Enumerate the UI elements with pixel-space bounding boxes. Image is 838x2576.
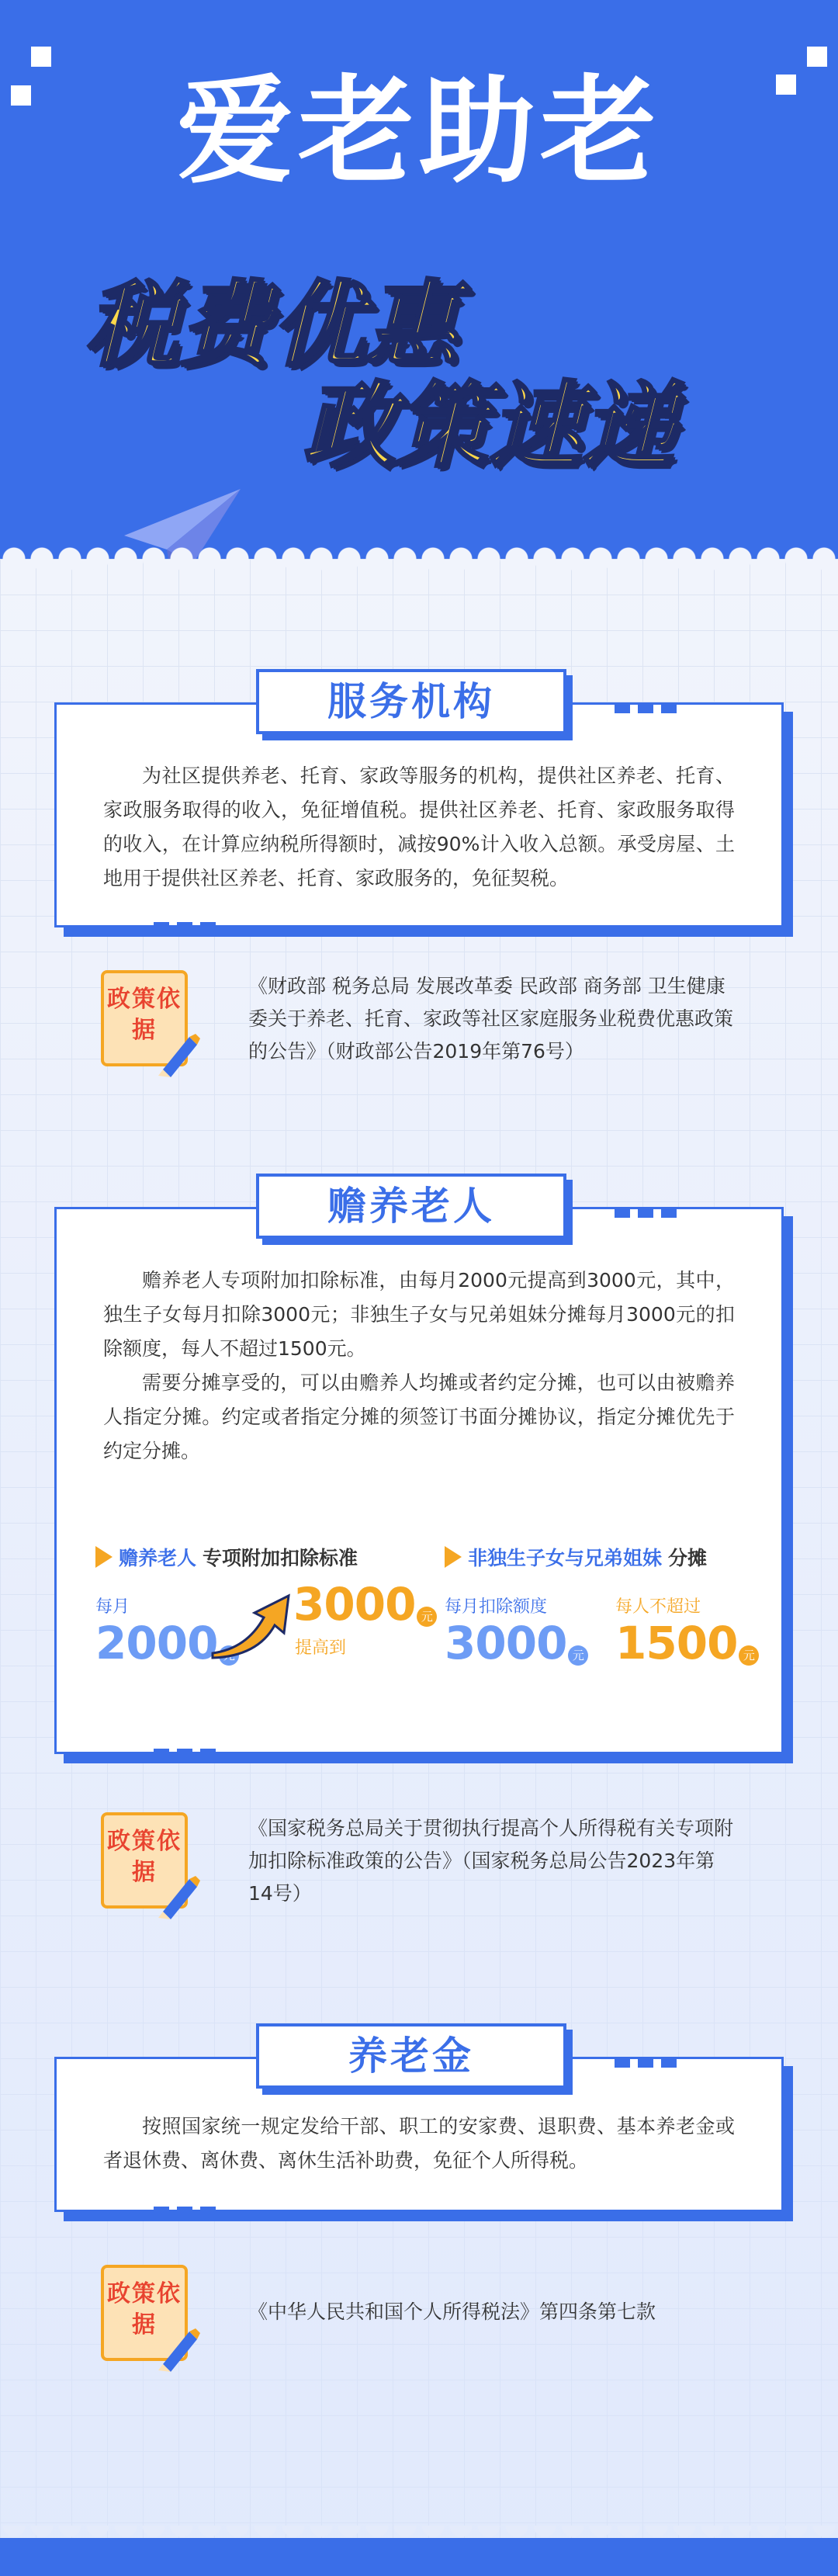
policy-badge: 政策依据 xyxy=(101,1812,188,1909)
footer-strip xyxy=(0,2538,838,2576)
quota-value: 3000 元 xyxy=(445,1621,588,1666)
per-person-label: 每人不超过 xyxy=(615,1597,701,1617)
section-heading: 服务机构 xyxy=(256,669,566,734)
section-card-elderly-support xyxy=(54,1207,784,1754)
old-value: 2000 xyxy=(95,1621,239,1666)
hero-subtitle-line1: 税费优惠 xyxy=(85,272,458,380)
monthly-label: 每月 xyxy=(95,1597,130,1617)
section-body: 按照国家统一规定发给干部、职工的安家费、退职费、基本养老金或者退休费、离休费、离休生活补助费，免征个人所得税。 xyxy=(103,2115,735,2172)
quota-label: 每月扣除额度 xyxy=(445,1597,548,1617)
policy-citation: 《中华人民共和国个人所得税法》第四条第七款 xyxy=(248,2300,656,2323)
policy-basis xyxy=(101,1812,737,1921)
hero-subtitle-line2: 政策速递 xyxy=(303,373,675,480)
section-card-service xyxy=(54,702,784,927)
new-value: 3000 元 xyxy=(293,1582,437,1627)
hero-banner xyxy=(0,0,838,559)
section-heading: 赡养老人 xyxy=(256,1174,566,1239)
policy-basis xyxy=(101,970,737,1079)
up-arrow-icon xyxy=(208,1590,293,1659)
stat-heading-left: 赡养老人 专项附加扣除标准 xyxy=(95,1543,358,1571)
section-body-p2: 需要分摊享受的，可以由赡养人均摊或者约定分摊，也可以由被赡养人指定分摊。约定或者指定分摊的须签订书面分摊协议，指定分摊优先于约定分摊。 xyxy=(103,1371,735,1462)
raised-to-label: 提高到 xyxy=(295,1638,347,1658)
pencil-icon xyxy=(155,1873,202,1919)
per-person-value: 1500 元 xyxy=(615,1621,759,1666)
policy-citation: 《财政部 税务总局 发展改革委 民政部 商务部 卫生健康委关于养老、托育、家政等社区家庭服务业税费优惠政策的公告》（财政部公告2019年第76号） xyxy=(248,975,734,1063)
policy-badge: 政策依据 xyxy=(101,970,188,1066)
section-body: 为社区提供养老、托育、家政等服务的机构，提供社区养老、托育、家政服务取得的收入，免征增值税。提供社区养老、托育、家政服务取得的收入，在计算应纳税所得额时，减按90%计入收入总额。承受房屋、土地用于提供社区养老、托育、家政服务的，免征契税。 xyxy=(103,764,735,889)
policy-citation: 《国家税务总局关于贯彻执行提高个人所得税有关专项附加扣除标准政策的公告》（国家税务总局公告2023年第14号） xyxy=(248,1817,734,1905)
policy-badge: 政策依据 xyxy=(101,2265,188,2361)
hero-title: 爱老助老 xyxy=(176,64,661,199)
pencil-icon xyxy=(155,2325,202,2372)
policy-basis xyxy=(101,2265,737,2373)
section-heading: 养老金 xyxy=(256,2023,566,2089)
section-body-p1: 赡养老人专项附加扣除标准，由每月2000元提高到3000元，其中，独生子女每月扣除3000元；非独生子女与兄弟姐妹分摊每月3000元的扣除额度，每人不超过1500元。 xyxy=(103,1269,735,1360)
pencil-icon xyxy=(155,1031,202,1077)
stat-heading-right: 非独生子女与兄弟姐妹 分摊 xyxy=(445,1543,707,1571)
